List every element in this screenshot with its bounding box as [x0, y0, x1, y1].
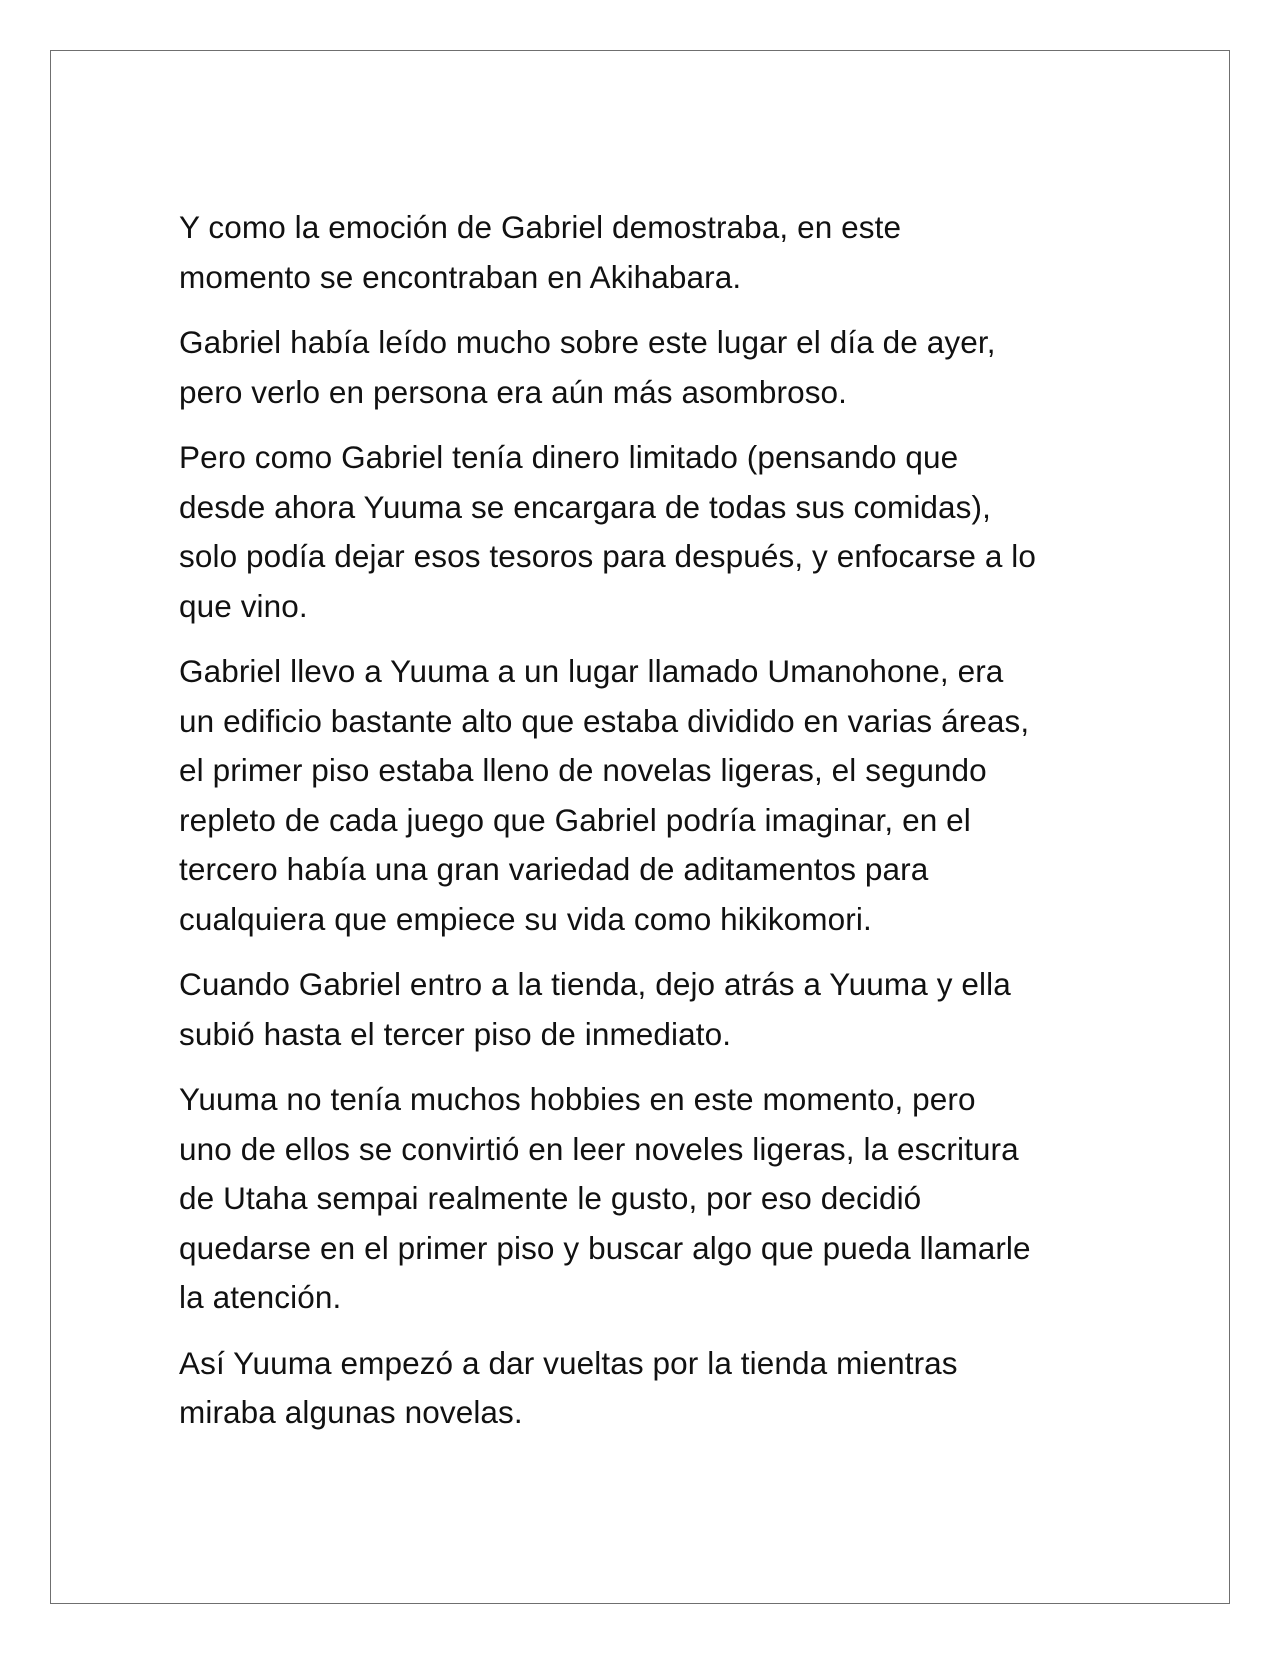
document-page: [50, 50, 1230, 1604]
paragraph-2: Gabriel había leído mucho sobre este lugar el día de ayer, pero verlo en persona era aún más asombroso.: [179, 324, 996, 410]
document-body: [179, 203, 1139, 1454]
paragraph-3: Pero como Gabriel tenía dinero limitado (pensando que desde ahora Yuuma se encargara de todas sus comidas), solo podía dejar esos tesoros para después, y enfocarse a lo que vino.: [179, 439, 1037, 624]
paragraph-6: Yuuma no tenía muchos hobbies en este momento, pero uno de ellos se convirtió en leer noveles ligeras, la escritura de Utaha sempai realmente le gusto, por eso decidió quedarse en el primer piso y buscar algo que pueda llamarle la atención.: [179, 1081, 1031, 1315]
paragraph-4: Gabriel llevo a Yuuma a un lugar llamado Umanohone, era un edificio bastante alto que estaba dividido en varias áreas, el primer piso estaba lleno de novelas ligeras, el segundo repleto de cada juego que Gabriel podría imaginar, en el tercero había una gran variedad de aditamentos para cualquiera que empiece su vida como hikikomori.: [179, 653, 1030, 937]
paragraph-7: Así Yuuma empezó a dar vueltas por la tienda mientras miraba algunas novelas.: [179, 1344, 958, 1430]
paragraph-5: Cuando Gabriel entro a la tienda, dejo atrás a Yuuma y ella subió hasta el tercer piso de inmediato.: [179, 966, 1011, 1052]
paragraph-1: Y como la emoción de Gabriel demostraba, en este momento se encontraban en Akihabara.: [179, 209, 902, 295]
